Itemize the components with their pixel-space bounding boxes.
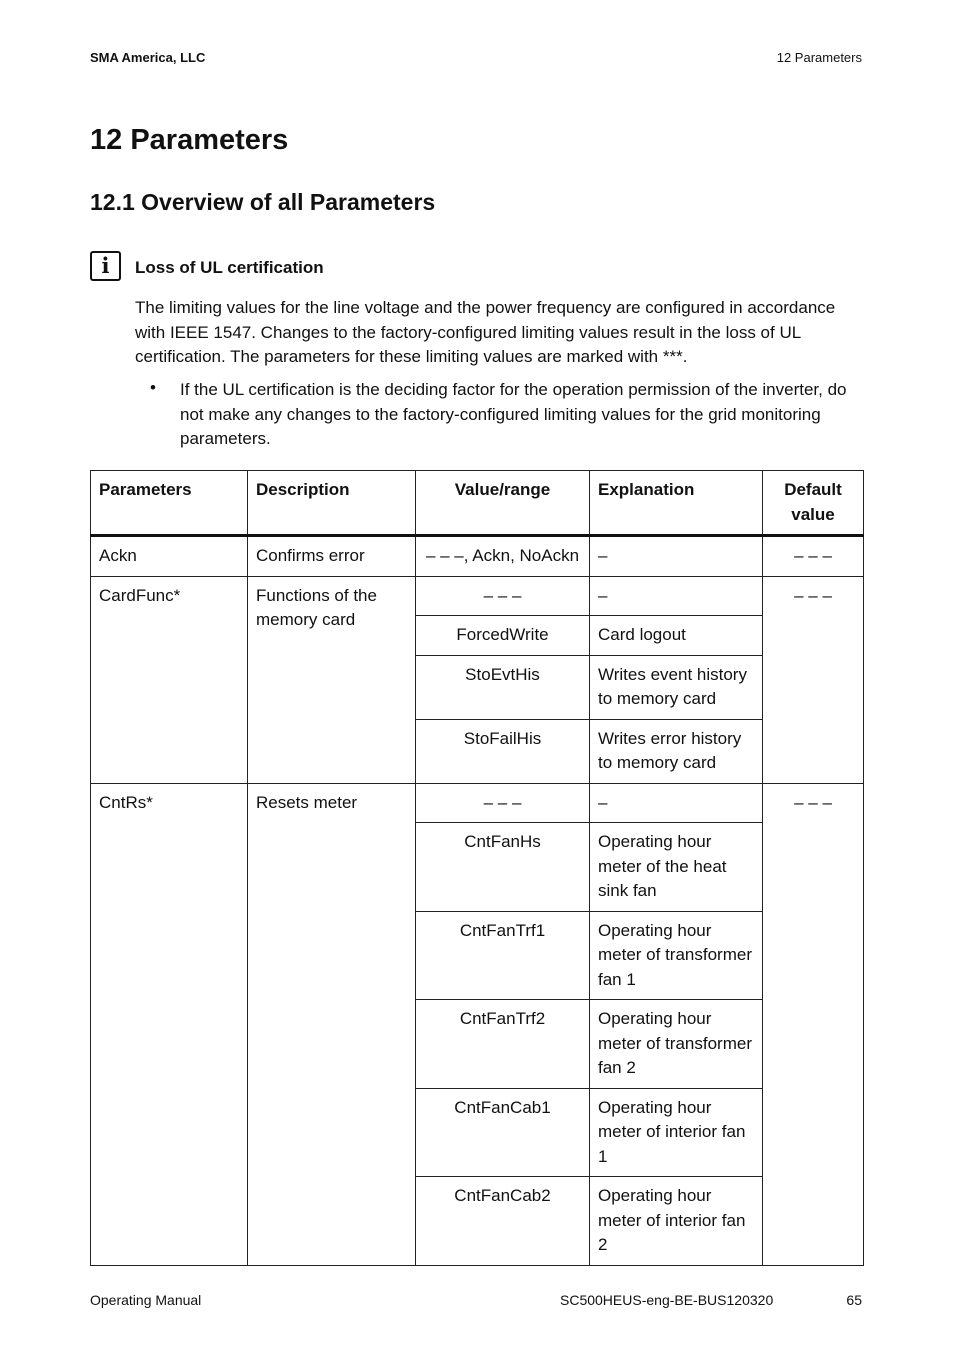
- param-value: CntFanTrf2: [416, 1000, 590, 1089]
- note-title: Loss of UL certification: [135, 258, 324, 277]
- chapter-title: 12 Parameters: [90, 124, 289, 156]
- param-explanation: Writes error history to memory card: [590, 719, 763, 783]
- param-value: CntFanCab2: [416, 1177, 590, 1266]
- param-description: Functions of the memory card: [248, 576, 416, 783]
- param-explanation: –: [590, 783, 763, 823]
- header-description: Description: [248, 471, 416, 536]
- param-explanation: –: [590, 536, 763, 577]
- running-header-section: 12 Parameters: [776, 50, 862, 65]
- param-description: Confirms error: [248, 536, 416, 577]
- param-value: – – –: [416, 576, 590, 616]
- param-default: – – –: [763, 783, 864, 1265]
- param-explanation: Operating hour meter of transformer fan 2: [590, 1000, 763, 1089]
- header-explanation: Explanation: [590, 471, 763, 536]
- param-explanation: Operating hour meter of transformer fan 1: [590, 911, 763, 1000]
- param-value: StoEvtHis: [416, 655, 590, 719]
- table-header-row: [91, 471, 864, 536]
- running-header-company: SMA America, LLC: [90, 50, 206, 65]
- param-value: – – –: [416, 783, 590, 823]
- param-description: Resets meter: [248, 783, 416, 1265]
- footer-page-number: 65: [846, 1292, 862, 1308]
- param-value: – – –, Ackn, NoAckn: [416, 536, 590, 577]
- footer-document-id: SC500HEUS-eng-BE-BUS120320: [560, 1292, 774, 1308]
- param-default: – – –: [763, 536, 864, 577]
- note-body: The limiting values for the line voltage and the power frequency are configured in accordance with IEEE 1547. Changes to the factory-configured limiting values result in the loss of UL certification. The parameters for these limiting values are marked with ***.: [135, 298, 836, 366]
- header-parameters: Parameters: [91, 471, 248, 536]
- note-bullet: If the UL certification is the deciding factor for the operation permission of the inverter, do not make any changes to the factory-configured limiting values for the grid monitoring parameters.: [180, 380, 847, 448]
- param-value: CntFanTrf1: [416, 911, 590, 1000]
- param-explanation: Operating hour meter of interior fan 2: [590, 1177, 763, 1266]
- bullet-icon: •: [150, 378, 156, 397]
- table-row: [91, 576, 864, 616]
- param-explanation: Operating hour meter of the heat sink fan: [590, 823, 763, 912]
- param-value: CntFanHs: [416, 823, 590, 912]
- footer-manual-title: Operating Manual: [90, 1292, 202, 1308]
- parameters-table: [90, 470, 864, 1266]
- param-name: Ackn: [91, 536, 248, 577]
- param-explanation: –: [590, 576, 763, 616]
- param-explanation: Card logout: [590, 616, 763, 656]
- param-default: – – –: [763, 576, 864, 783]
- table-row: [91, 783, 864, 823]
- section-title: 12.1 Overview of all Parameters: [90, 189, 436, 215]
- param-value: ForcedWrite: [416, 616, 590, 656]
- param-name: CntRs*: [91, 783, 248, 1265]
- header-default-value: Default value: [763, 471, 864, 536]
- table-row: [91, 536, 864, 577]
- param-explanation: Operating hour meter of interior fan 1: [590, 1088, 763, 1177]
- param-name: CardFunc*: [91, 576, 248, 783]
- param-explanation: Writes event history to memory card: [590, 655, 763, 719]
- info-icon: i: [90, 251, 121, 281]
- param-value: CntFanCab1: [416, 1088, 590, 1177]
- param-value: StoFailHis: [416, 719, 590, 783]
- header-value-range: Value/range: [416, 471, 590, 536]
